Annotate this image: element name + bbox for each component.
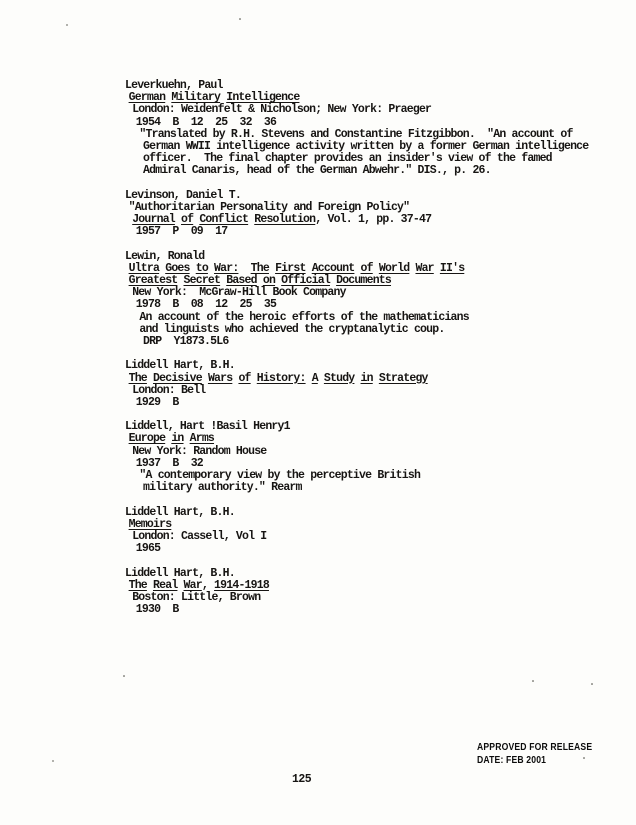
bib-line: 1978 B 08 12 25 35 (135, 298, 277, 312)
bibliography-entry (125, 360, 588, 409)
bib-line: DRP Y1873.5L6 (143, 334, 229, 348)
bibliography-entry (125, 251, 588, 349)
bib-line: Lewin, Ronald (125, 249, 205, 263)
bib-line: "Translated by R.H. Stevens and Constantine Fitzgibbon. "An account of (139, 127, 573, 141)
bibliography-entry (125, 507, 588, 556)
bib-line: London: Weidenfelt & Nicholson; New York: Praeger (132, 103, 432, 117)
bib-line: New York: McGraw-Hill Book Company (132, 286, 346, 300)
bib-line: Liddell, Hart !Basil Henry1 (125, 420, 290, 434)
bib-line: "A contemporary view by the perceptive British (139, 469, 421, 482)
bib-line: 1957 P 09 17 (135, 225, 228, 239)
bib-line: 1965 (135, 542, 161, 556)
approval-stamp (477, 741, 592, 767)
bib-line: An account of the heroic efforts of the mathematicians (139, 310, 469, 324)
bib-line: Admiral Canaris, head of the German Abwehr." DIS., p. 26. (143, 164, 491, 178)
bib-line: London: Bell (132, 383, 206, 397)
bibliography (125, 80, 588, 628)
bib-line: German WWII intelligence activity written by a former German intelligence (143, 139, 589, 153)
bib-line: Leverkuehn, Paul (125, 79, 223, 92)
bib-line: 1930 B (135, 603, 179, 617)
bib-line: New York: Random House (132, 444, 267, 458)
bibliography-entry (125, 421, 588, 494)
scan-speck (239, 18, 241, 20)
bib-line: Memoirs (128, 517, 172, 531)
scan-speck (123, 675, 125, 677)
bib-line: Journal of Conflict Resolution, Vol. 1, pp. 37-47 (132, 213, 432, 227)
bibliography-entry (125, 190, 588, 239)
bib-line: Liddell Hart, B.H. (125, 566, 235, 580)
bibliography-entry (125, 80, 588, 178)
page-number: 125 (292, 773, 312, 786)
bib-line: London: Cassell, Vol I (132, 529, 267, 543)
bib-line: The Real War, 1914-1918 (128, 578, 269, 592)
bib-line: 1929 B (135, 395, 179, 409)
bib-line: Liddell Hart, B.H. (125, 359, 235, 373)
bib-line: Liddell Hart, B.H. (125, 505, 235, 519)
bib-line: 1937 B 32 (135, 456, 203, 470)
bib-line: Ultra Goes to War: The First Account of World War II's (128, 261, 465, 275)
stamp-line-2: DATE: FEB 2001 (477, 754, 547, 766)
bib-line: officer. The final chapter provides an insider's view of the famed (143, 152, 552, 166)
stamp-line-1: APPROVED FOR RELEASE (477, 741, 593, 753)
bib-line: German Military Intelligence (128, 91, 300, 105)
scan-speck (66, 24, 68, 26)
bib-line: Greatest Secret Based on Official Documents (128, 274, 392, 287)
bib-line: "Authoritarian Personality and Foreign Policy" (128, 200, 410, 214)
bib-line: 1954 B 12 25 32 36 (135, 115, 277, 129)
scan-speck (591, 683, 593, 685)
scan-speck (583, 757, 585, 759)
bib-line: and linguists who achieved the cryptanalytic coup. (139, 322, 445, 336)
scan-speck (52, 760, 54, 762)
bib-line: The Decisive Wars of History: A Study in Strategy (128, 371, 428, 385)
scan-speck (532, 680, 534, 682)
bib-line: military authority." Rearm (143, 481, 302, 495)
bib-line: Levinson, Daniel T. (125, 188, 241, 202)
bib-line: Europe in Arms (128, 432, 215, 446)
bib-line: Boston: Little, Brown (132, 590, 261, 604)
bibliography-entry (125, 568, 588, 617)
